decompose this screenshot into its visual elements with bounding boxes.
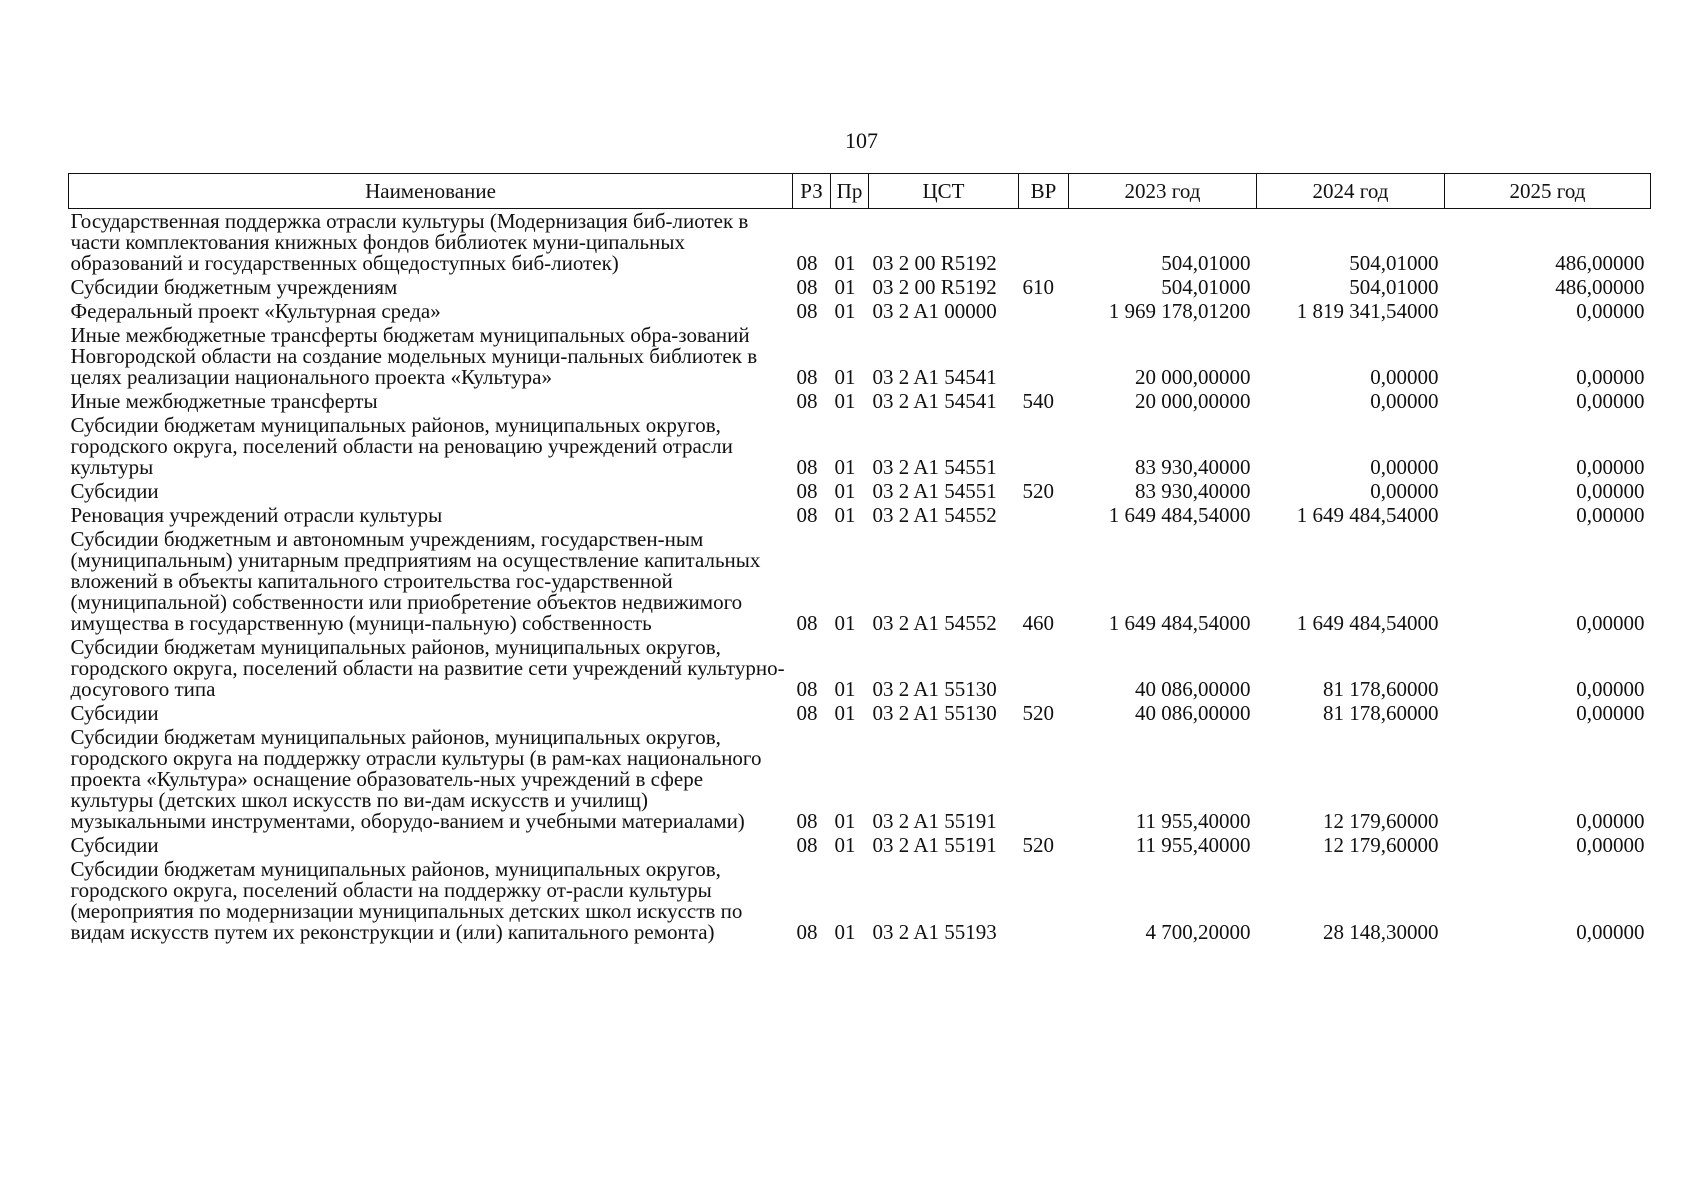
cell-2025: 0,00000 <box>1576 809 1645 833</box>
header-row <box>69 174 1651 209</box>
header-2023: 2023 год <box>1069 174 1257 209</box>
cell-2023: 20 000,00000 <box>1135 365 1251 389</box>
budget-table <box>68 173 1651 944</box>
cell-pr: 01 <box>834 455 856 479</box>
cell-rz: 08 <box>796 920 818 944</box>
cell-2024: 504,01000 <box>1349 251 1439 275</box>
cell-2023: 504,01000 <box>1161 251 1251 275</box>
cell-cst: 03 2 A1 54551 <box>872 455 997 479</box>
header-cst: ЦСТ <box>869 174 1019 209</box>
table-row <box>69 503 1651 527</box>
cell-rz: 08 <box>796 701 818 725</box>
cell-2025: 0,00000 <box>1576 701 1645 725</box>
cell-2025: 0,00000 <box>1576 503 1645 527</box>
cell-2024: 0,00000 <box>1370 389 1439 413</box>
cell-name: Государственная поддержка отрасли культуры (Модернизация биб-лиотек в части комплектования книжных фондов библиотек муни-ципальных образований и государственных общедоступных биб-лиотек) <box>70 209 749 275</box>
table-row <box>69 527 1651 635</box>
cell-name: Иные межбюджетные трансферты бюджетам муниципальных обра-зований Новгородской области на создание модельных муници-пальных библиотек в целях реализации национального проекта «Культура» <box>70 323 758 389</box>
cell-name: Субсидии <box>70 701 159 725</box>
cell-vr: 520 <box>1022 701 1054 725</box>
cell-pr: 01 <box>834 611 856 635</box>
cell-2023: 1 649 484,54000 <box>1108 503 1251 527</box>
cell-vr <box>1019 635 1069 701</box>
table-row <box>69 479 1651 503</box>
cell-cst: 03 2 A1 55191 <box>872 809 997 833</box>
cell-cst: 03 2 A1 54551 <box>872 479 997 503</box>
cell-2024: 0,00000 <box>1370 455 1439 479</box>
cell-pr: 01 <box>834 275 856 299</box>
cell-2024: 0,00000 <box>1370 365 1439 389</box>
cell-2023: 1 969 178,01200 <box>1108 299 1251 323</box>
table-header <box>69 174 1651 209</box>
cell-cst: 03 2 00 R5192 <box>872 275 997 299</box>
cell-2023: 11 955,40000 <box>1135 833 1251 857</box>
cell-cst: 03 2 00 R5192 <box>872 251 997 275</box>
cell-rz: 08 <box>796 809 818 833</box>
table-row <box>69 701 1651 725</box>
cell-cst: 03 2 A1 54552 <box>872 503 997 527</box>
cell-2024: 1 649 484,54000 <box>1296 611 1439 635</box>
cell-pr: 01 <box>834 701 856 725</box>
cell-2025: 486,00000 <box>1555 251 1645 275</box>
table-row <box>69 857 1651 944</box>
cell-vr <box>1019 323 1069 389</box>
cell-rz: 08 <box>796 275 818 299</box>
cell-2025: 0,00000 <box>1576 677 1645 701</box>
cell-2024: 1 649 484,54000 <box>1296 503 1439 527</box>
cell-cst: 03 2 A1 54541 <box>872 389 997 413</box>
cell-rz: 08 <box>796 677 818 701</box>
cell-pr: 01 <box>834 809 856 833</box>
cell-2025: 0,00000 <box>1576 611 1645 635</box>
cell-vr <box>1019 209 1069 276</box>
cell-vr <box>1019 299 1069 323</box>
cell-name: Субсидии бюджетным и автономным учреждениям, государствен-ным (муниципальным) унитарным предприятиям на осуществление капитальных вложений в объекты капитального строительства гос-ударственной (муниципальной) собственности или приобретение объектов недвижимого имущества в государственную (муници-пальную) собственность <box>70 527 761 635</box>
cell-cst: 03 2 A1 00000 <box>872 299 997 323</box>
cell-2023: 83 930,40000 <box>1135 479 1251 503</box>
cell-cst: 03 2 A1 55193 <box>872 920 997 944</box>
cell-2023: 504,01000 <box>1161 275 1251 299</box>
table-row <box>69 635 1651 701</box>
cell-pr: 01 <box>834 251 856 275</box>
cell-name: Субсидии бюджетам муниципальных районов, муниципальных округов, городского округа, поселений области на реновацию учреждений отрасли культуры <box>70 413 733 479</box>
cell-2024: 1 819 341,54000 <box>1296 299 1439 323</box>
cell-2024: 28 148,30000 <box>1323 920 1439 944</box>
cell-2024: 81 178,60000 <box>1323 677 1439 701</box>
cell-2023: 83 930,40000 <box>1135 455 1251 479</box>
cell-name: Субсидии бюджетам муниципальных районов, муниципальных округов, городского округа, поселений области на развитие сети учреждений культурно-досугового типа <box>70 635 785 701</box>
cell-rz: 08 <box>796 503 818 527</box>
cell-pr: 01 <box>834 389 856 413</box>
cell-2024: 12 179,60000 <box>1323 809 1439 833</box>
cell-pr: 01 <box>834 677 856 701</box>
cell-pr: 01 <box>834 920 856 944</box>
cell-2023: 20 000,00000 <box>1135 389 1251 413</box>
cell-rz: 08 <box>796 299 818 323</box>
cell-2025: 0,00000 <box>1576 389 1645 413</box>
header-name: Наименование <box>69 174 793 209</box>
table-row <box>69 389 1651 413</box>
cell-2024: 81 178,60000 <box>1323 701 1439 725</box>
table-row <box>69 413 1651 479</box>
cell-cst: 03 2 A1 54552 <box>872 611 997 635</box>
table-row <box>69 209 1651 276</box>
cell-2025: 0,00000 <box>1576 479 1645 503</box>
cell-name: Реновация учреждений отрасли культуры <box>70 503 443 527</box>
cell-2025: 0,00000 <box>1576 455 1645 479</box>
cell-2023: 11 955,40000 <box>1135 809 1251 833</box>
cell-name: Федеральный проект «Культурная среда» <box>70 299 441 323</box>
cell-pr: 01 <box>834 503 856 527</box>
cell-2023: 40 086,00000 <box>1135 701 1251 725</box>
cell-2023: 1 649 484,54000 <box>1108 611 1251 635</box>
cell-pr: 01 <box>834 299 856 323</box>
cell-2024: 0,00000 <box>1370 479 1439 503</box>
table-row <box>69 275 1651 299</box>
cell-name: Субсидии <box>70 479 159 503</box>
cell-rz: 08 <box>796 389 818 413</box>
cell-2025: 0,00000 <box>1576 365 1645 389</box>
cell-rz: 08 <box>796 365 818 389</box>
cell-name: Иные межбюджетные трансферты <box>70 389 378 413</box>
cell-2023: 40 086,00000 <box>1135 677 1251 701</box>
cell-name: Субсидии <box>70 833 159 857</box>
cell-pr: 01 <box>834 365 856 389</box>
cell-rz: 08 <box>796 611 818 635</box>
page-number: 107 <box>845 128 878 153</box>
cell-2025: 0,00000 <box>1576 920 1645 944</box>
cell-rz: 08 <box>796 833 818 857</box>
header-vr: ВР <box>1019 174 1069 209</box>
header-2025: 2025 год <box>1445 174 1651 209</box>
cell-vr <box>1019 857 1069 944</box>
cell-name: Субсидии бюджетным учреждениям <box>70 275 398 299</box>
cell-rz: 08 <box>796 251 818 275</box>
cell-2023: 4 700,20000 <box>1145 920 1251 944</box>
cell-vr: 610 <box>1022 275 1054 299</box>
cell-2025: 0,00000 <box>1576 833 1645 857</box>
cell-2025: 0,00000 <box>1576 299 1645 323</box>
header-pr: Пр <box>831 174 869 209</box>
cell-cst: 03 2 A1 55130 <box>872 701 997 725</box>
cell-cst: 03 2 A1 54541 <box>872 365 997 389</box>
cell-2025: 486,00000 <box>1555 275 1645 299</box>
cell-vr <box>1019 413 1069 479</box>
cell-rz: 08 <box>796 479 818 503</box>
cell-pr: 01 <box>834 833 856 857</box>
cell-rz: 08 <box>796 455 818 479</box>
table-row <box>69 299 1651 323</box>
cell-name: Субсидии бюджетам муниципальных районов, муниципальных округов, городского округа на поддержку отрасли культуры (в рам-ках национального проекта «Культура» оснащение образователь-ных учреждений в сфере культуры (детских школ искусств по ви-дам искусств и училищ) музыкальными инструментами, оборудо-ванием и учебными материалами) <box>70 725 762 833</box>
cell-cst: 03 2 A1 55191 <box>872 833 997 857</box>
table-row <box>69 833 1651 857</box>
table-row <box>69 725 1651 833</box>
cell-vr <box>1019 503 1069 527</box>
cell-pr: 01 <box>834 479 856 503</box>
cell-2024: 12 179,60000 <box>1323 833 1439 857</box>
cell-vr: 460 <box>1022 611 1054 635</box>
cell-vr <box>1019 725 1069 833</box>
cell-2024: 504,01000 <box>1349 275 1439 299</box>
cell-vr: 520 <box>1022 833 1054 857</box>
cell-vr: 520 <box>1022 479 1054 503</box>
table-row <box>69 323 1651 389</box>
cell-cst: 03 2 A1 55130 <box>872 677 997 701</box>
cell-vr: 540 <box>1022 389 1054 413</box>
cell-name: Субсидии бюджетам муниципальных районов, муниципальных округов, городского округа, поселений области на поддержку от-расли культуры (мероприятия по модернизации муниципальных детских школ искусств по видам искусств путем их реконструкции и (или) капитального ремонта) <box>70 857 743 944</box>
header-2024: 2024 год <box>1257 174 1445 209</box>
table-body <box>69 209 1651 945</box>
header-rz: РЗ <box>793 174 831 209</box>
